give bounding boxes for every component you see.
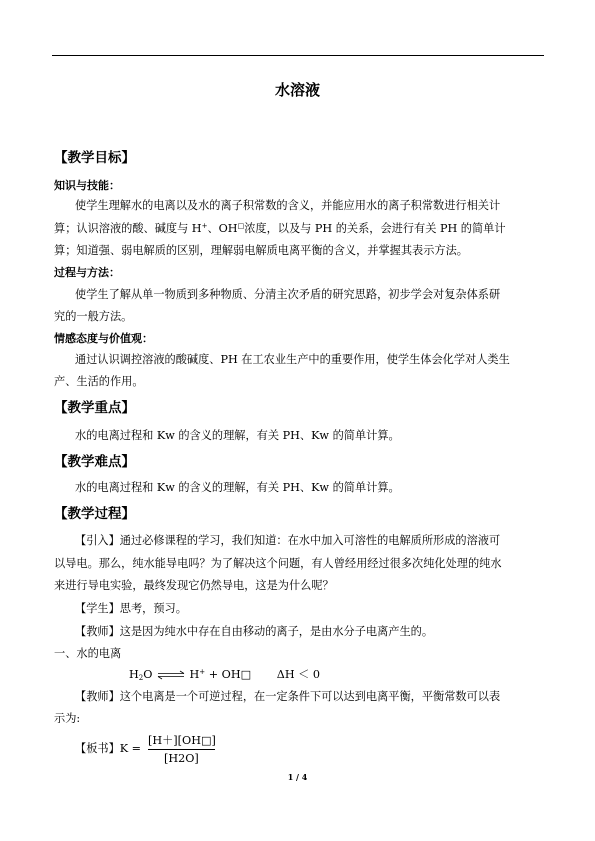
difficulties-text: 水的电离过程和 Kw 的含义的理解，有关 PH、Kw 的简单计算。 [75,481,400,494]
goal-attitude-line-1: 通过认识调控溶液的酸碱度、PH 在工农业生产中的重要作用，使学生体会化学对人类生 [75,353,510,366]
ionization-equation: $H_2O$ H+ + OH□ ΔH ＜ 0 [129,668,320,682]
process-line-teacher: 【教师】这是因为纯水中存在自由移动的离子，是由水分子电离产生的。 [75,625,434,638]
goal-knowledge-line-3: 算；知道强、弱电解质的区别，理解弱电解质电离平衡的含义，并掌握其表示方法。 [54,244,468,257]
section-goals-heading: 【教学目标】 [54,150,135,166]
section-keypoints-heading: 【教学重点】 [54,400,135,416]
goal-attitude-line-2: 产、生活的作用。 [54,375,144,388]
header-rule [52,55,544,56]
process-line-teacher-2: 【教师】这个电离是一个可逆过程，在一定条件下可以达到电离平衡，平衡常数可以表 [75,690,501,703]
goal-knowledge-line-1: 使学生理解水的电离以及水的离子积常数的含义，并能应用水的离子积常数进行相关计 [75,199,501,212]
fraction-numerator: [H＋][OH□] [148,734,216,747]
process-line-student: 【学生】思考，预习。 [75,602,187,615]
process-line-1: 【引入】通过必修课程的学习，我们知道：在水中加入可溶性的电解质所形成的溶液可 [75,534,501,547]
subheading-attitude: 情感态度与价值观： [54,332,153,345]
section-difficulties-heading: 【教学难点】 [54,454,135,470]
subheading-knowledge: 知识与技能： [54,179,120,192]
page-number: 1 / 4 [287,772,308,782]
equilibrium-arrow-icon [156,670,186,680]
process-line-teacher-2-cont: 示为: [54,712,81,725]
fraction-denominator: [H2O] [164,752,199,765]
page-title: 水溶液 [274,81,320,99]
process-line-3: 来进行导电实验，最终发现它仍然导电，这是为什么呢？ [54,579,334,592]
goal-knowledge-line-2: 算；认识溶液的酸、碱度与 H+、OH□浓度，以及与 PH 的关系，会进行有关 PH 的简单计 [54,222,506,235]
process-subheading-ionization: 一、水的电离 [54,647,122,660]
subheading-method: 过程与方法： [54,266,120,279]
keypoints-text: 水的电离过程和 Kw 的含义的理解，有关 PH、Kw 的简单计算。 [75,429,400,442]
process-line-2: 以导电。那么，纯水能导电吗？为了解决这个问题，有人曾经用经过很多次纯化处理的纯水 [54,557,502,570]
section-process-heading: 【教学过程】 [54,506,135,522]
board-label: 【板书】K = [75,742,142,755]
goal-method-line-1: 使学生了解从单一物质到多种物质、分清主次矛盾的研究思路，初步学会对复杂体系研 [75,288,501,301]
goal-method-line-2: 究的一般方法。 [54,310,133,323]
fraction-bar [148,749,215,750]
